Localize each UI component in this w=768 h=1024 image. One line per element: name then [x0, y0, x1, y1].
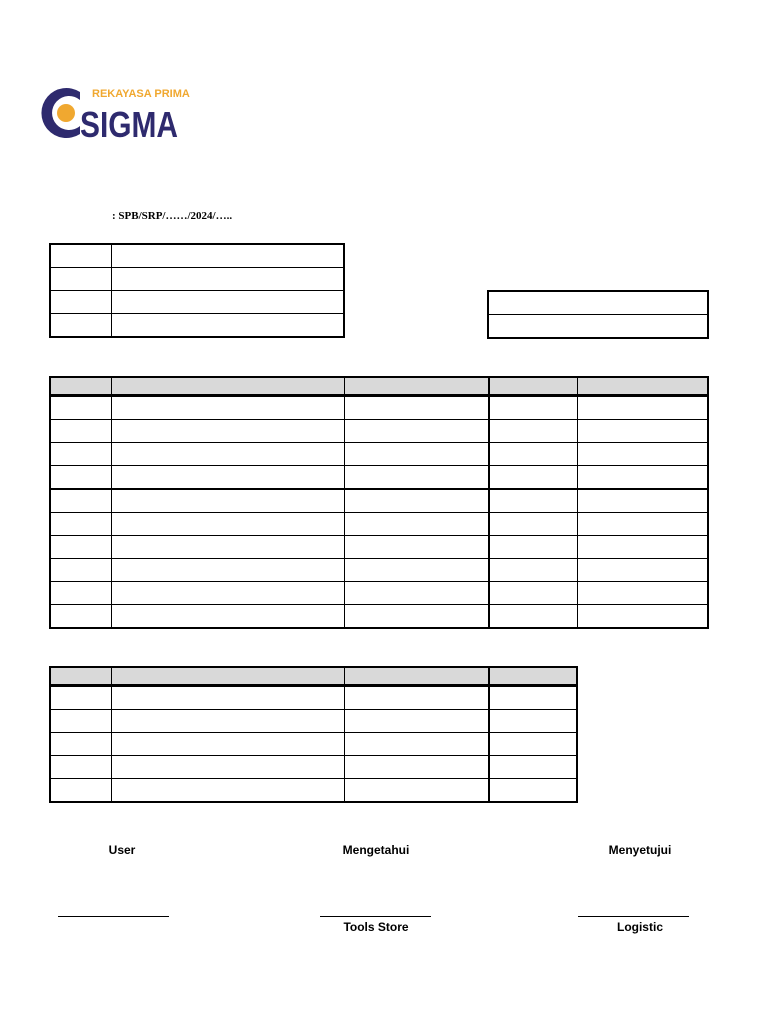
logo-orange-dot	[57, 104, 75, 122]
table-row	[50, 466, 708, 490]
document-number: : SPB/SRP/……/2024/…..	[112, 210, 233, 222]
table-row	[50, 268, 344, 291]
table-row	[50, 314, 344, 338]
header-cell	[489, 667, 577, 686]
table-row	[50, 582, 708, 605]
header-cell	[577, 377, 708, 396]
table-row	[50, 443, 708, 466]
table-row	[50, 489, 708, 513]
table-header-row	[50, 667, 577, 686]
table-row	[50, 686, 577, 710]
table-row	[50, 559, 708, 582]
table-row	[50, 513, 708, 536]
value-cell[interactable]	[488, 315, 708, 339]
signature-approve-role: Logistic	[616, 920, 663, 934]
side-info-table	[487, 290, 709, 339]
label-cell[interactable]	[50, 314, 111, 338]
signature-approve-line[interactable]	[578, 916, 689, 917]
header-cell	[50, 377, 111, 396]
value-cell[interactable]	[111, 244, 344, 268]
header-info-table	[49, 243, 345, 338]
header-cell	[344, 667, 489, 686]
logo-top-text: REKAYASA PRIMA	[92, 88, 190, 100]
table-row	[50, 396, 708, 420]
table-row	[488, 315, 708, 339]
value-cell[interactable]	[111, 314, 344, 338]
table-row	[50, 756, 577, 779]
signature-known-label: Mengetahui	[342, 843, 410, 857]
table-header-row	[50, 377, 708, 396]
signature-known-role: Tools Store	[343, 920, 409, 934]
table-row	[50, 536, 708, 559]
table-row	[50, 605, 708, 629]
table-row	[50, 244, 344, 268]
value-cell[interactable]	[488, 291, 708, 315]
secondary-table	[49, 666, 578, 803]
label-cell[interactable]	[50, 268, 111, 291]
header-cell	[111, 667, 344, 686]
header-cell	[344, 377, 489, 396]
header-cell	[489, 377, 577, 396]
signature-known-line[interactable]	[320, 916, 431, 917]
value-cell[interactable]	[111, 268, 344, 291]
table-row	[488, 291, 708, 315]
label-cell[interactable]	[50, 244, 111, 268]
header-cell	[111, 377, 344, 396]
logo-brand-text: SIGMA	[80, 104, 178, 144]
company-logo	[40, 84, 190, 144]
value-cell[interactable]	[111, 291, 344, 314]
items-table	[49, 376, 709, 629]
label-cell[interactable]	[50, 291, 111, 314]
table-row	[50, 733, 577, 756]
signature-approve-label: Menyetujui	[608, 843, 672, 857]
table-row	[50, 779, 577, 803]
signature-user-line[interactable]	[58, 916, 169, 917]
signature-user-label: User	[108, 843, 136, 857]
table-row	[50, 710, 577, 733]
header-cell	[50, 667, 111, 686]
table-row	[50, 291, 344, 314]
table-row	[50, 420, 708, 443]
